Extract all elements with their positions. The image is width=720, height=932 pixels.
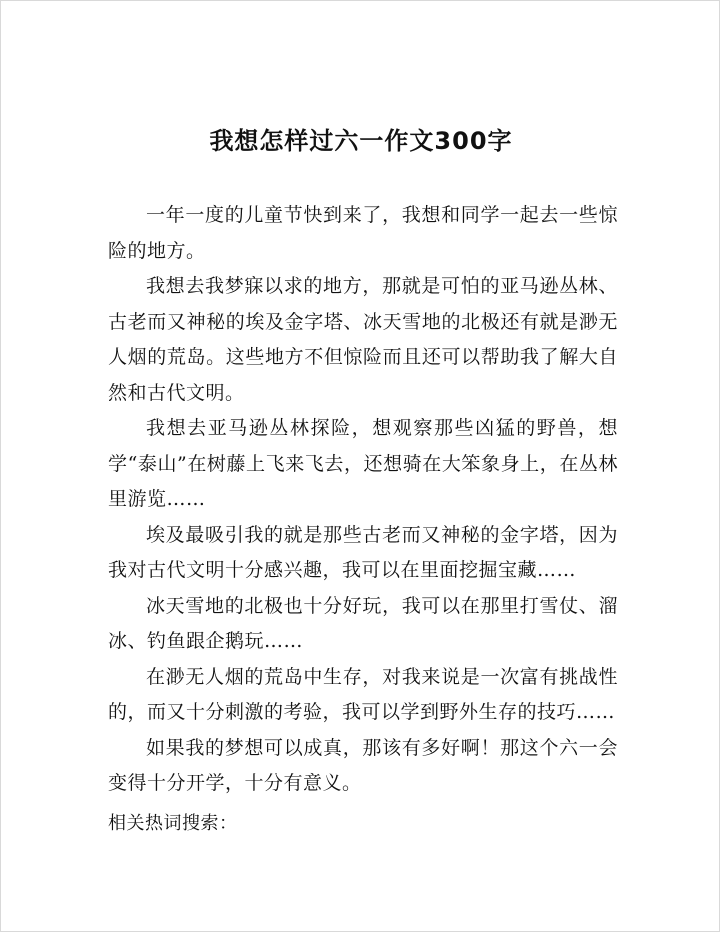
paragraph: 我想去我梦寐以求的地方，那就是可怕的亚马逊丛林、古老而又神秘的埃及金字塔、冰天雪地的北极还有就是渺无人烟的荒岛。这些地方不但惊险而且还可以帮助我了解大自然和古代文明。 — [108, 275, 618, 404]
article-body — [108, 198, 618, 802]
paragraph: 在渺无人烟的荒岛中生存，对我来说是一次富有挑战性的，而又十分刺激的考验，我可以学到野外生存的技巧…… — [108, 665, 618, 723]
paragraph: 埃及最吸引我的就是那些古老而又神秘的金字塔，因为我对古代文明十分感兴趣，我可以在里面挖掘宝藏…… — [108, 523, 618, 581]
document-title: 我想怎样过六一作文300字 — [209, 127, 513, 155]
paragraph: 我想去亚马逊丛林探险，想观察那些凶猛的野兽，想学“泰山”在树藤上飞来飞去，还想骑在大笨象身上，在丛林里游览…… — [108, 417, 618, 510]
paragraph: 冰天雪地的北极也十分好玩，我可以在那里打雪仗、溜冰、钓鱼跟企鹅玩…… — [108, 594, 618, 652]
paragraph: 一年一度的儿童节快到来了，我想和同学一起去一些惊险的地方。 — [108, 204, 618, 262]
related-keywords-label: 相关热词搜索： — [108, 813, 238, 834]
paragraph: 如果我的梦想可以成真，那该有多好啊！那这个六一会变得十分开学，十分有意义。 — [108, 736, 618, 794]
